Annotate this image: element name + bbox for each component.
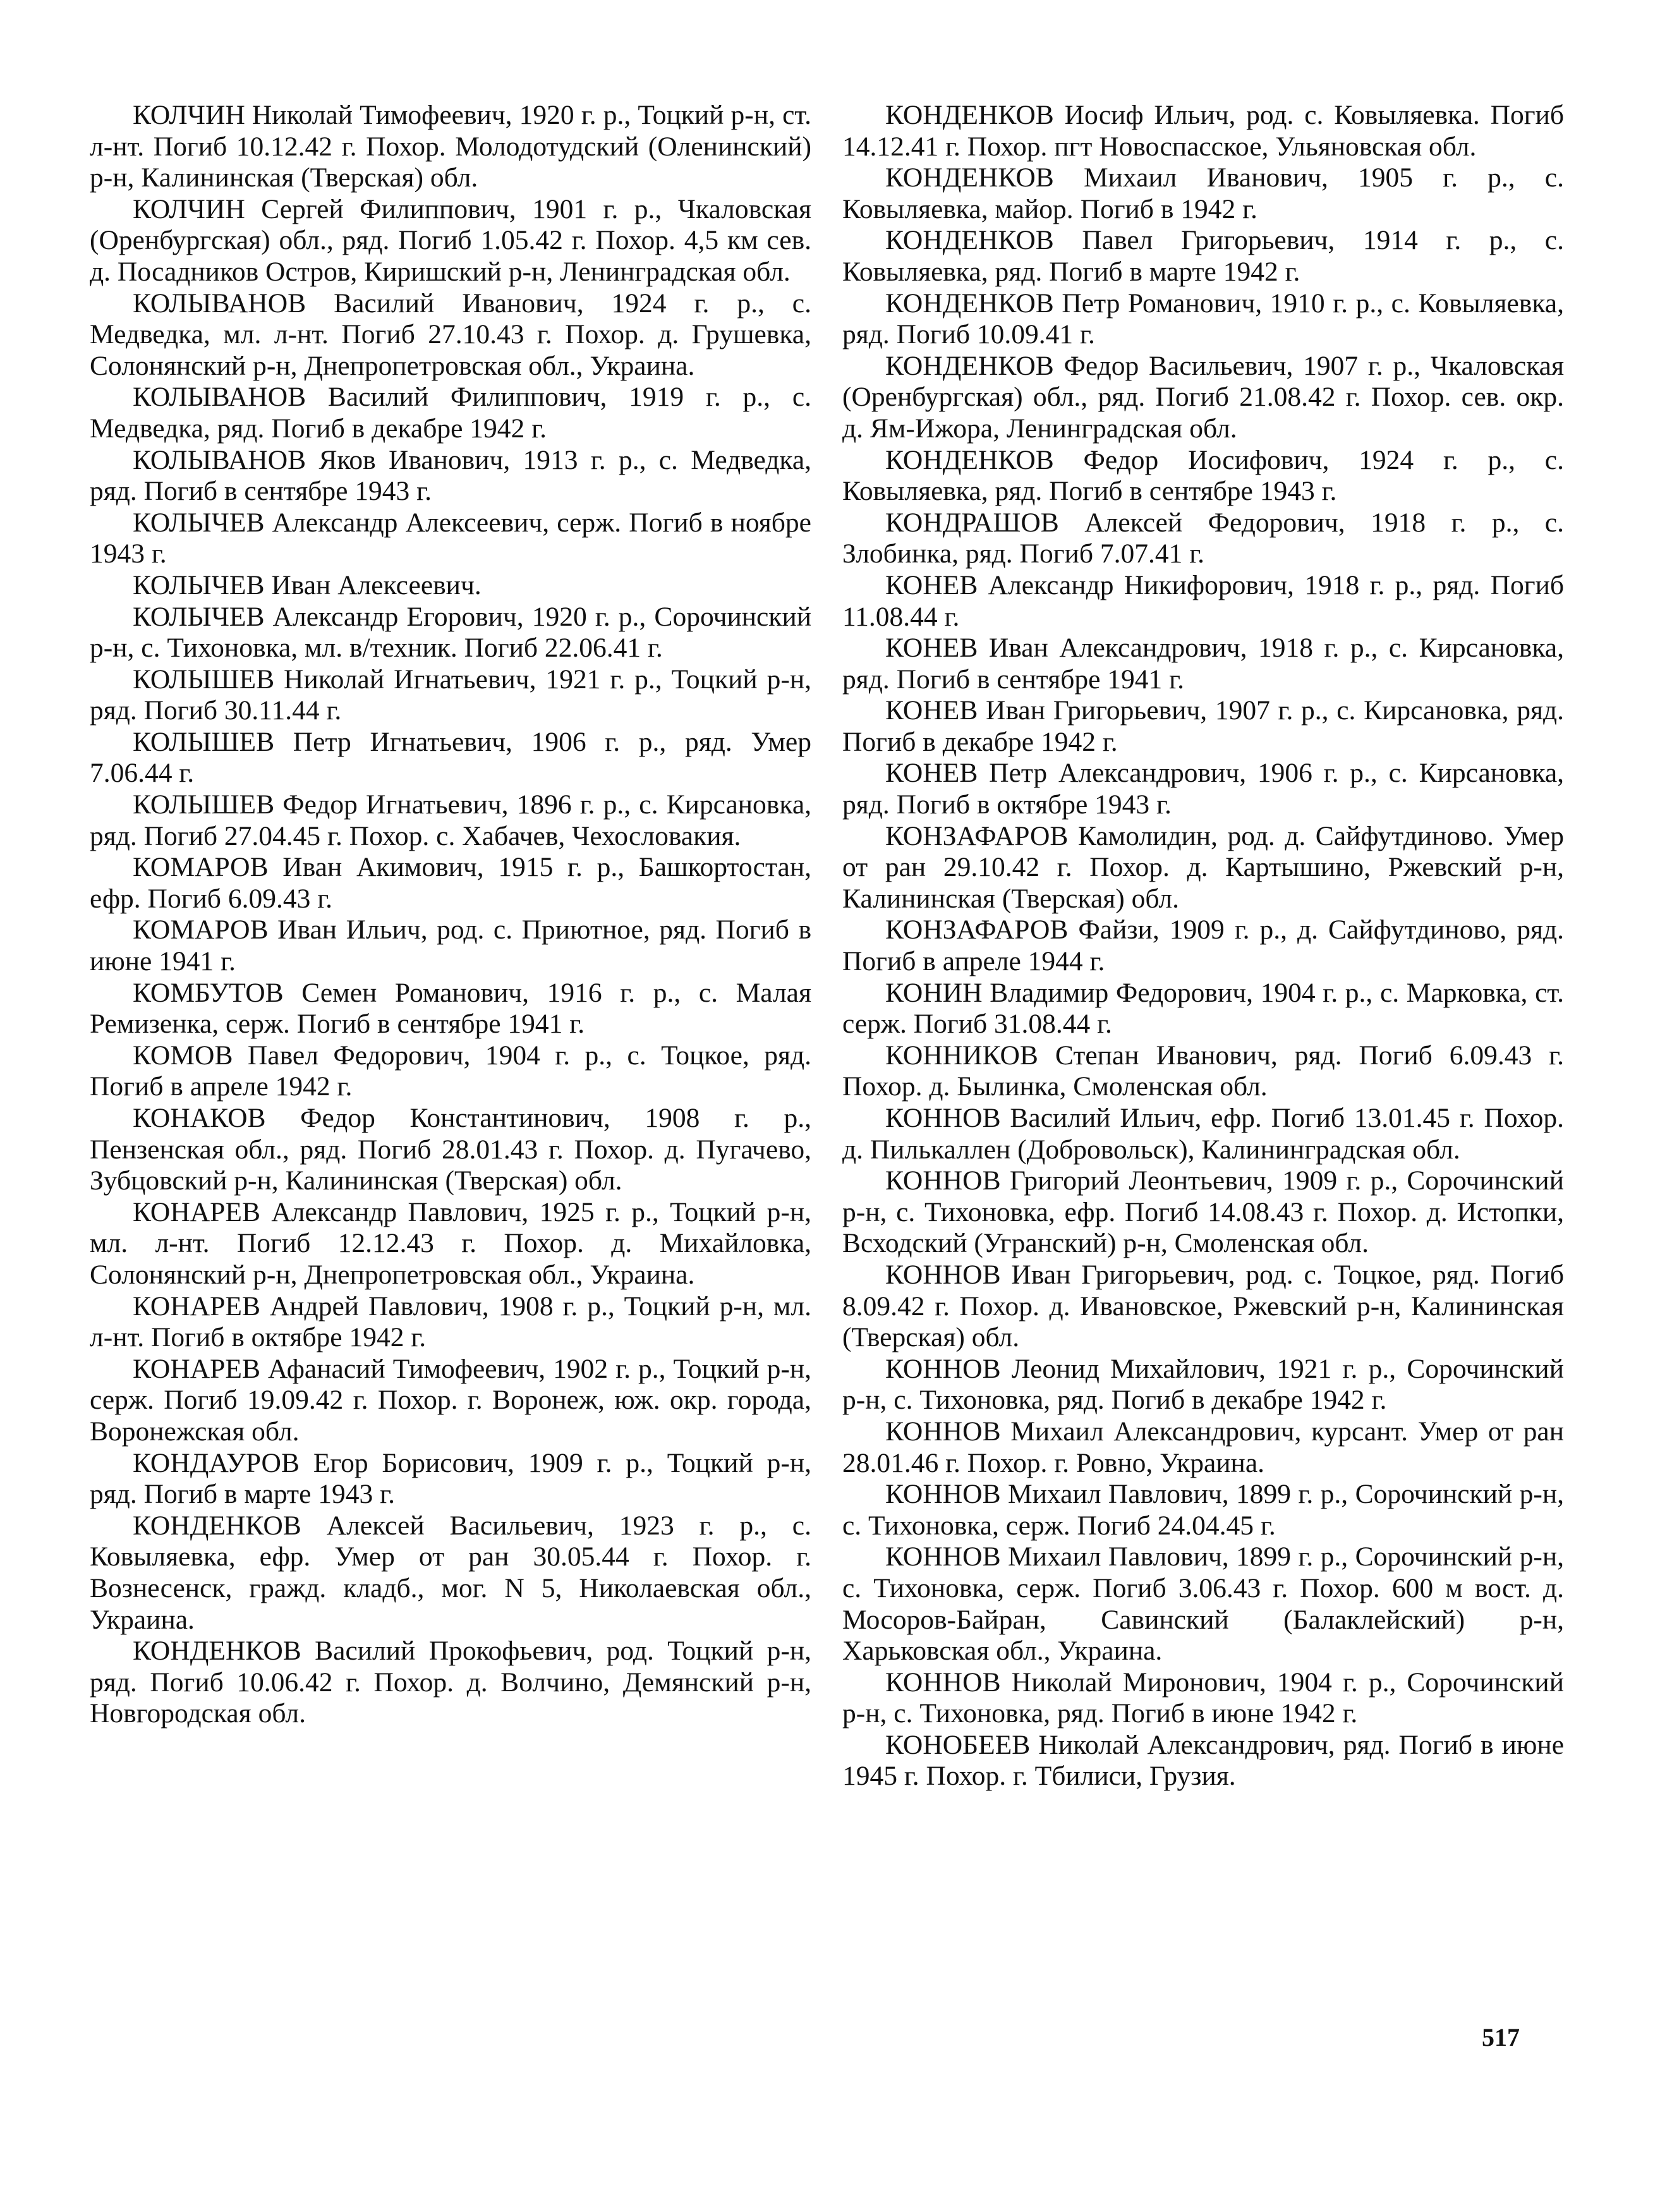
register-entry: КОНДЕНКОВ Михаил Иванович, 1905 г. р., с. Ковыляевка, майор. Погиб в 1942 г. (842, 162, 1564, 224)
register-entry: КОЛЫЧЕВ Александр Алексеевич, серж. Погиб в ноябре 1943 г. (90, 507, 811, 569)
page-number: 517 (1482, 2023, 1520, 2051)
left-column (90, 100, 811, 1730)
register-entry: КОННОВ Иван Григорьевич, род. с. Тоцкое, ряд. Погиб 8.09.42 г. Похор. д. Ивановское, Ржевский р-н, Калининская (Тверская) обл. (842, 1259, 1564, 1353)
register-entry: КОНЗАФАРОВ Камолидин, род. д. Сайфутдиново. Умер от ран 29.10.42 г. Похор. д. Картышино, Ржевский р-н, Калининская (Тверская) обл. (842, 820, 1564, 914)
register-entry: КОНИН Владимир Федорович, 1904 г. р., с. Марковка, ст. серж. Погиб 31.08.44 г. (842, 977, 1564, 1040)
register-entry: КОЛЧИН Сергей Филиппович, 1901 г. р., Чкаловская (Оренбургская) обл., ряд. Погиб 1.05.42 г. Похор. 4,5 км сев. д. Посадников Остров, Киришский р-н, Ленинградская обл. (90, 193, 811, 287)
register-entry: КОНЕВ Александр Никифорович, 1918 г. р., ряд. Погиб 11.08.44 г. (842, 569, 1564, 632)
register-entry: КОМАРОВ Иван Ильич, род. с. Приютное, ряд. Погиб в июне 1941 г. (90, 915, 811, 977)
register-entry: КОЛЫЧЕВ Иван Алексеевич. (133, 569, 482, 600)
register-entry: КОНДЕНКОВ Павел Григорьевич, 1914 г. р., с. Ковыляевка, ряд. Погиб в марте 1942 г. (842, 225, 1564, 287)
register-entry: КОННОВ Леонид Михайлович, 1921 г. р., Сорочинский р-н, с. Тихоновка, ряд. Погиб в декабре 1942 г. (842, 1353, 1564, 1416)
register-entry: КОЛЫВАНОВ Василий Иванович, 1924 г. р., с. Медведка, мл. л-нт. Погиб 27.10.43 г. Похор. д. Грушевка, Солонянский р-н, Днепропетровская обл., Украина. (90, 288, 811, 381)
register-entry: КОНАРЕВ Александр Павлович, 1925 г. р., Тоцкий р-н, мл. л-нт. Погиб 12.12.43 г. Похор. д. Михайловка, Солонянский р-н, Днепропетровская обл., Украина. (90, 1196, 811, 1290)
register-entry: КОНЗАФАРОВ Файзи, 1909 г. р., д. Сайфутдиново, ряд. Погиб в апреле 1944 г. (842, 915, 1564, 977)
register-entry: КОНДЕНКОВ Петр Романович, 1910 г. р., с. Ковыляевка, ряд. Погиб 10.09.41 г. (842, 288, 1564, 350)
register-entry: КОННОВ Михаил Павлович, 1899 г. р., Сорочинский р-н, с. Тихоновка, серж. Погиб 3.06.43 г. Похор. 600 м вост. д. Мосоров-Байран, Савинский (Балаклейский) р-н, Харьковская обл., Украина. (842, 1541, 1564, 1667)
register-entry: КОНДАУРОВ Егор Борисович, 1909 г. р., Тоцкий р-н, ряд. Погиб в марте 1943 г. (90, 1447, 811, 1510)
register-entry: КОЛЫВАНОВ Яков Иванович, 1913 г. р., с. Медведка, ряд. Погиб в сентябре 1943 г. (90, 444, 811, 507)
register-entry: КОНДЕНКОВ Федор Иосифович, 1924 г. р., с. Ковыляевка, ряд. Погиб в сентябре 1943 г. (842, 444, 1564, 507)
register-entry: КОННОВ Григорий Леонтьевич, 1909 г. р., Сорочинский р-н, с. Тихоновка, ефр. Погиб 14.08.43 г. Похор. д. Истопки, Всходский (Угранский) р-н, Смоленская обл. (842, 1165, 1564, 1259)
register-entry: КОНАКОВ Федор Константинович, 1908 г. р., Пензенская обл., ряд. Погиб 28.01.43 г. Похор. д. Пугачево, Зубцовский р-н, Калининская (Тверская) обл. (90, 1103, 811, 1196)
register-entry: КОЛЫВАНОВ Василий Филиппович, 1919 г. р., с. Медведка, ряд. Погиб в декабре 1942 г. (90, 382, 811, 444)
register-entry: КОННОВ Николай Миронович, 1904 г. р., Сорочинский р-н, с. Тихоновка, ряд. Погиб в июне 1942 г. (842, 1667, 1564, 1729)
register-entry: КОНЕВ Иван Александрович, 1918 г. р., с. Кирсановка, ряд. Погиб в сентябре 1941 г. (842, 633, 1564, 695)
register-entry: КОНДЕНКОВ Алексей Васильевич, 1923 г. р., с. Ковыляевка, ефр. Умер от ран 30.05.44 г. Похор. г. Вознесенск, гражд. кладб., мог. N 5, Николаевская обл., Украина. (90, 1510, 811, 1635)
register-entry: КОНЕВ Иван Григорьевич, 1907 г. р., с. Кирсановка, ряд. Погиб в декабре 1942 г. (842, 695, 1564, 757)
register-entry: КОЛЫШЕВ Федор Игнатьевич, 1896 г. р., с. Кирсановка, ряд. Погиб 27.04.45 г. Похор. с. Хабачев, Чехословакия. (90, 789, 811, 851)
register-entry: КОЛЫШЕВ Петр Игнатьевич, 1906 г. р., ряд. Умер 7.06.44 г. (90, 726, 811, 789)
register-entry: КОМАРОВ Иван Акимович, 1915 г. р., Башкортостан, ефр. Погиб 6.09.43 г. (90, 852, 811, 914)
register-entry: КОННИКОВ Степан Иванович, ряд. Погиб 6.09.43 г. Похор. д. Былинка, Смоленская обл. (842, 1040, 1564, 1102)
register-entry: КОЛЧИН Николай Тимофеевич, 1920 г. р., Тоцкий р-н, ст. л-нт. Погиб 10.12.42 г. Похор. Молодотудский (Оленинский) р-н, Калининская (Тверская) обл. (90, 100, 811, 193)
register-entry: КОНДЕНКОВ Федор Васильевич, 1907 г. р., Чкаловская (Оренбургская) обл., ряд. Погиб 21.08.42 г. Похор. сев. окр. д. Ям-Ижора, Ленинградская обл. (842, 350, 1564, 444)
register-entry: КОННОВ Михаил Павлович, 1899 г. р., Сорочинский р-н, с. Тихоновка, серж. Погиб 24.04.45 г. (842, 1479, 1564, 1541)
register-entry: КОНАРЕВ Андрей Павлович, 1908 г. р., Тоцкий р-н, мл. л-нт. Погиб в октябре 1942 г. (90, 1291, 811, 1353)
register-entry: КОЛЫЧЕВ Александр Егорович, 1920 г. р., Сорочинский р-н, с. Тихоновка, мл. в/техник. Погиб 22.06.41 г. (90, 601, 811, 664)
register-entry: КОНЕВ Петр Александрович, 1906 г. р., с. Кирсановка, ряд. Погиб в октябре 1943 г. (842, 758, 1564, 820)
register-entry: КОЛЫШЕВ Николай Игнатьевич, 1921 г. р., Тоцкий р-н, ряд. Погиб 30.11.44 г. (90, 664, 811, 726)
register-entry: КОМОВ Павел Федорович, 1904 г. р., с. Тоцкое, ряд. Погиб в апреле 1942 г. (90, 1040, 811, 1102)
register-entry: КОНДЕНКОВ Василий Прокофьевич, род. Тоцкий р-н, ряд. Погиб 10.06.42 г. Похор. д. Волчино, Демянский р-н, Новгородская обл. (90, 1636, 811, 1729)
register-entry: КОНДРАШОВ Алексей Федорович, 1918 г. р., с. Злобинка, ряд. Погиб 7.07.41 г. (842, 507, 1564, 569)
register-entry: КОНОБЕЕВ Николай Александрович, ряд. Погиб в июне 1945 г. Похор. г. Тбилиси, Грузия. (842, 1729, 1564, 1792)
register-entry: КОНДЕНКОВ Иосиф Ильич, род. с. Ковыляевка. Погиб 14.12.41 г. Похор. пгт Новоспасское, Ульяновская обл. (842, 100, 1564, 162)
register-entry: КОННОВ Василий Ильич, ефр. Погиб 13.01.45 г. Похор. д. Пилькаллен (Добровольск), Калининградская обл. (842, 1103, 1564, 1165)
register-entry: КОНАРЕВ Афанасий Тимофеевич, 1902 г. р., Тоцкий р-н, серж. Погиб 19.09.42 г. Похор. г. Воронеж, юж. окр. города, Воронежская обл. (90, 1353, 811, 1447)
right-column (842, 100, 1564, 1792)
register-entry: КОННОВ Михаил Александрович, курсант. Умер от ран 28.01.46 г. Похор. г. Ровно, Украина. (842, 1416, 1564, 1478)
register-entry: КОМБУТОВ Семен Романович, 1916 г. р., с. Малая Ремизенка, серж. Погиб в сентябре 1941 г. (90, 977, 811, 1040)
